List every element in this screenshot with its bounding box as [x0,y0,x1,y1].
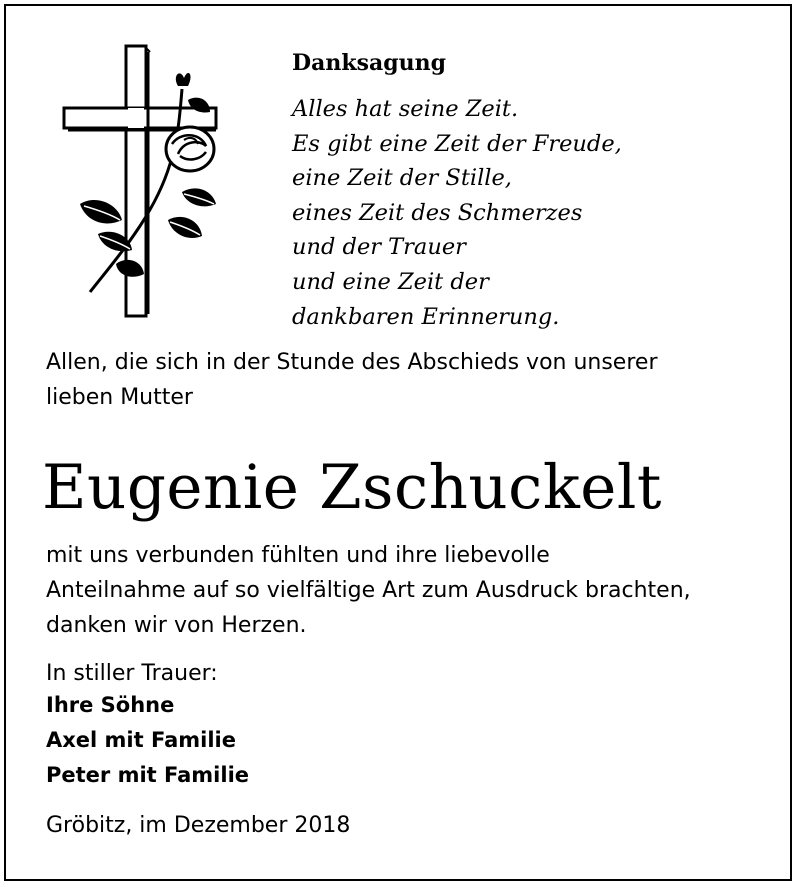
signer: Peter mit Familie [46,763,250,787]
thanks-paragraph [46,538,691,643]
signer: Ihre Söhne [46,693,175,717]
poem-line: und eine Zeit der [292,268,489,295]
cross-with-rose-icon [60,44,230,324]
poem-line: eines Zeit des Schmerzes [292,199,583,226]
poem-line: Es gibt eine Zeit der Freude, [292,130,622,157]
poem-line: dankbaren Erinnerung. [292,303,560,330]
intro-paragraph [46,345,658,415]
mourning-label-text: In stiller Trauer: [46,661,218,686]
place-date-text: Gröbitz, im Dezember 2018 [46,813,351,838]
thanks-line: danken wir von Herzen. [46,613,307,638]
thanks-line: Anteilnahme auf so vielfältige Art zum Ausdruck brachten, [46,578,691,603]
poem [292,92,622,334]
poem-line: und der Trauer [292,234,466,261]
mourning-label [46,656,218,691]
intro-line: Allen, die sich in der Stunde des Abschieds von unserer [46,350,658,375]
intro-line: lieben Mutter [46,385,193,410]
deceased-name: Eugenie Zschuckelt [42,452,662,523]
signers-list [46,688,249,793]
thanks-line: mit uns verbunden fühlten und ihre liebevolle [46,543,550,568]
place-date [46,808,350,843]
notice-heading: Danksagung [292,50,446,76]
signer: Axel mit Familie [46,728,236,752]
poem-line: eine Zeit der Stille, [292,165,512,192]
poem-line: Alles hat seine Zeit. [292,96,519,122]
